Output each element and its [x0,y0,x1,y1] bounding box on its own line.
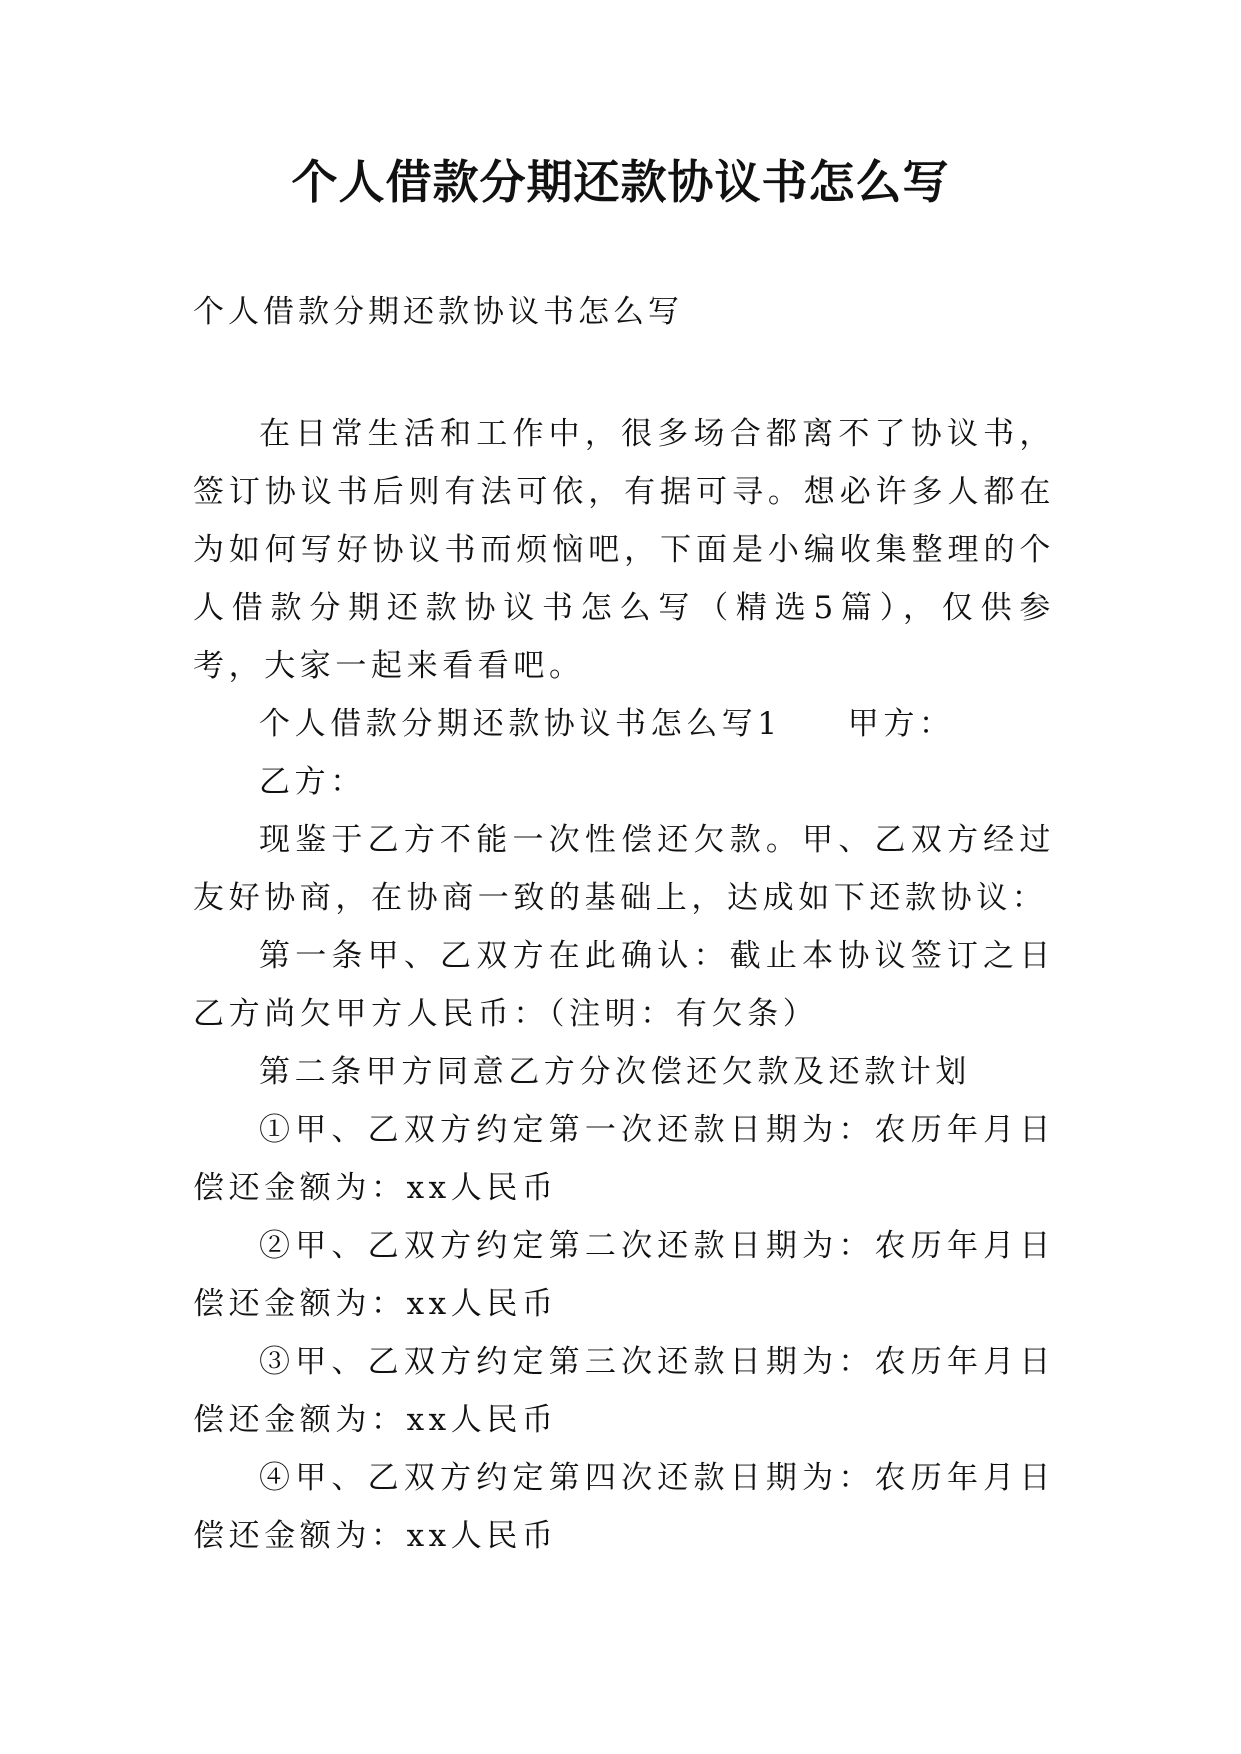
installment-2: ②甲、乙双方约定第二次还款日期为：农历年月日偿还金额为：xx人民币 [193,1228,1055,1322]
party-a-label: 甲方： [847,706,955,742]
installment-1: ①甲、乙双方约定第一次还款日期为：农历年月日偿还金额为：xx人民币 [193,1112,1055,1206]
party-b-label: 乙方： [259,764,366,800]
article-2: 第二条甲方同意乙方分次偿还欠款及还款计划 [259,1054,971,1090]
document-body [193,405,1055,1565]
document-subtitle: 个人借款分期还款协议书怎么写 [193,294,683,330]
article-1: 第一条甲、乙双方在此确认：截止本协议签订之日乙方尚欠甲方人民币：（注明：有欠条） [193,938,1055,1032]
document-title: 个人借款分期还款协议书怎么写 [291,155,950,209]
installment-3: ③甲、乙双方约定第三次还款日期为：农历年月日偿还金额为：xx人民币 [193,1344,1055,1438]
preamble-paragraph: 现鉴于乙方不能一次性偿还欠款。甲、乙双方经过友好协商，在协商一致的基础上，达成如下还款协议： [193,822,1055,916]
installment-4: ④甲、乙双方约定第四次还款日期为：农历年月日偿还金额为：xx人民币 [193,1460,1055,1554]
intro-paragraph: 在日常生活和工作中，很多场合都离不了协议书，签订协议书后则有法可依，有据可寻。想必许多人都在为如何写好协议书而烦恼吧，下面是小编收集整理的个人借款分期还款协议书怎么写（精选5篇），仅供参考，大家一起来看看吧。 [193,416,1055,684]
section-heading-line [193,695,1055,753]
section-1-heading: 个人借款分期还款协议书怎么写1 [259,706,782,742]
